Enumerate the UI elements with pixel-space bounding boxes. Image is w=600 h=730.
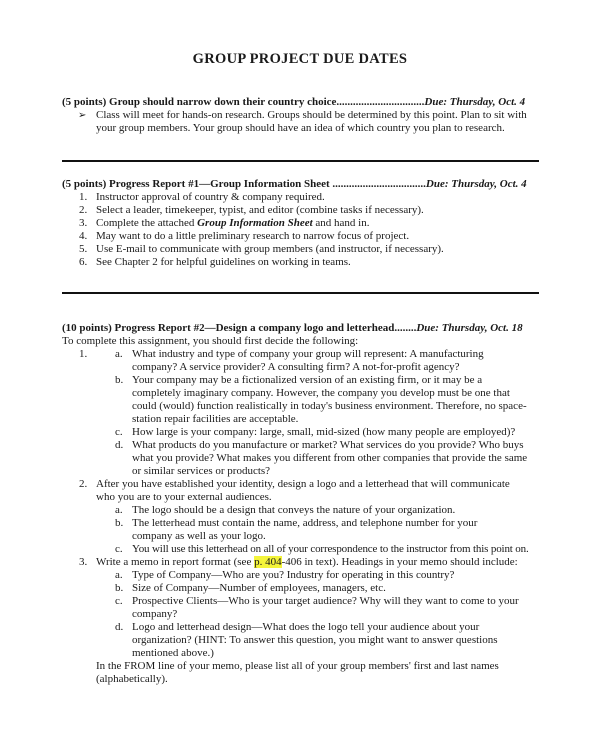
list-number: 3. [79,217,88,229]
sub-item-line: You will use this letterhead on all of your correspondence to the instructor from this point on. [132,543,529,555]
sub-letter: c. [115,543,123,555]
section2-header [62,178,527,191]
list-number: 1. [79,191,88,203]
section-divider [62,160,539,162]
list-item: See Chapter 2 for helpful guidelines on working in teams. [96,256,351,268]
section-divider [62,292,539,294]
group-info-sheet-title: Group Information Sheet [197,217,313,229]
sub-letter: d. [115,439,124,451]
list-number: 2. [79,204,88,216]
list-item-text: -406 in text). Headings in your memo should include: [281,556,518,568]
section1-header [62,96,525,109]
sub-letter: c. [115,426,123,438]
sub-item-line: The letterhead must contain the name, address, and telephone number for your [132,517,478,529]
sub-item-line: company as well as your logo. [132,530,266,542]
sub-item-line: Size of Company—Number of employees, managers, etc. [132,582,386,594]
sub-letter: a. [115,504,123,516]
sub-item-line: company? A service provider? A consulting firm? A not-for-profit agency? [132,361,460,373]
section3-header-text: (10 points) Progress Report #2—Design a company logo and letterhead........ [62,322,417,334]
sub-item-line: Logo and letterhead design—What does the logo tell your audience about your [132,621,480,633]
sub-letter: b. [115,582,124,594]
page-title: GROUP PROJECT DUE DATES [192,51,408,67]
list-item-line: After you have established your identity, design a logo and a letterhead that will communicate [96,478,510,490]
sub-item-line: The logo should be a design that conveys the nature of your organization. [132,504,456,516]
list-number: 2. [79,478,88,490]
list-item-text: Write a memo in report format (see [96,556,255,568]
sub-letter: a. [115,348,123,360]
list-item-text: Complete the attached [96,217,198,229]
sub-item-line: station repair facilities are acceptable. [132,413,299,425]
section1-line: Class will meet for hands-on research. Groups should be determined by this point. Plan to sit with [96,109,527,121]
sub-item-line: What industry and type of company your group will represent: A manufacturing [132,348,484,360]
section3-intro: To complete this assignment, you should first decide the following: [62,335,359,347]
closing-line: In the FROM line of your memo, please list all of your group members' first and last names [96,660,499,672]
section1-line: your group members. Your group should have an idea of which country you plan to research. [96,122,505,134]
closing-line: (alphabetically). [96,673,168,685]
sub-item-line: completely imaginary company. However, the company you develop must be one that [132,387,510,399]
sub-item-line: How large is your company: large, small, mid-sized (how many people are employed)? [132,426,516,438]
sub-letter: c. [115,595,123,607]
list-item: May want to do a little preliminary research to narrow focus of project. [96,230,410,242]
list-number: 6. [79,256,88,268]
section2-header-text: (5 points) Progress Report #1—Group Information Sheet .................................. [62,178,426,190]
sub-item-line: or similar services or products? [132,465,271,477]
section2-due: Due: Thursday, Oct. 4 [425,178,527,190]
sub-item-line: what you provide? What makes you different from other companies that provide the same [132,452,528,464]
list-item: Use E-mail to communicate with group members (and instructor, if necessary). [96,243,444,255]
section3-due: Due: Thursday, Oct. 18 [416,322,523,334]
sub-item-line: Prospective Clients—Who is your target audience? Why will they want to come to your [132,595,519,607]
bullet-icon: ➢ [78,110,87,121]
sub-item-line: Type of Company—Who are you? Industry for operating in this country? [132,569,455,581]
sub-item-line: Your company may be a fictionalized version of an existing firm, or it may be a [132,374,483,386]
sub-item-line: could (would) function realistically in today's business environment. Therefore, no space- [132,400,527,412]
section3-header [62,322,523,335]
list-item: Instructor approval of country & company required. [96,191,325,203]
sub-item-line: What products do you manufacture or market? What services do you provide? Who buys [132,439,524,451]
list-number: 5. [79,243,88,255]
sub-letter: d. [115,621,124,633]
list-item-text: and hand in. [312,217,370,229]
list-item-line: who you are to your external audiences. [96,491,272,503]
highlighted-page-reference: p. 404 [254,556,282,568]
list-number: 4. [79,230,88,242]
sub-letter: b. [115,517,124,529]
section1-due: Due: Thursday, Oct. 4 [424,96,526,108]
sub-item-line: company? [132,608,178,620]
section1-header-text: (5 points) Group should narrow down their country choice................................ [62,96,425,108]
list-item-line [96,556,518,569]
sub-item-line: organization? (HINT: To answer this question, you might want to answer questions [132,634,498,646]
list-item: Select a leader, timekeeper, typist, and editor (combine tasks if necessary). [96,204,424,216]
list-item [96,217,369,230]
list-number: 3. [79,556,88,568]
sub-item-line: mentioned above.) [132,647,214,659]
list-number: 1. [79,348,88,360]
sub-letter: b. [115,374,124,386]
sub-letter: a. [115,569,123,581]
